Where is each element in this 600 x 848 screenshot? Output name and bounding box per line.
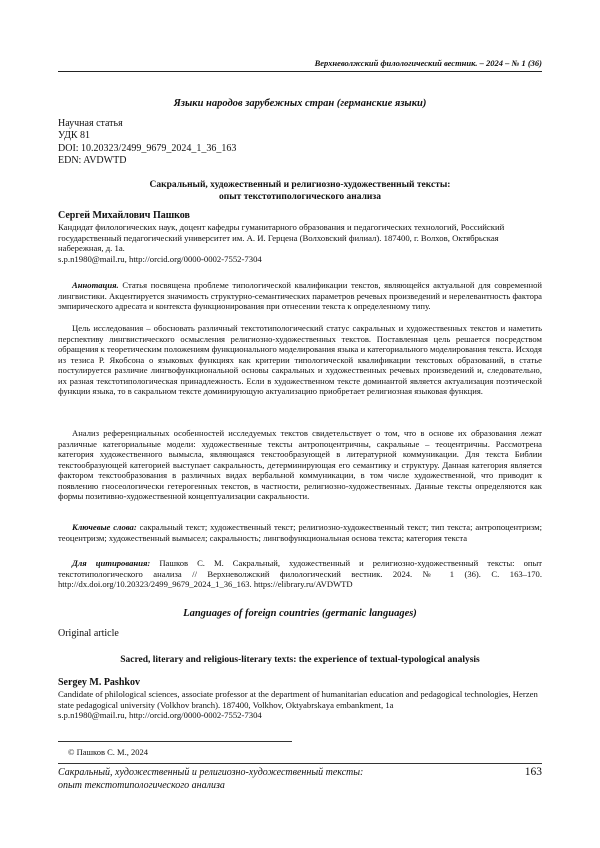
abstract-paragraph-1 <box>58 280 542 312</box>
abstract-paragraph-3: Анализ референциальных особенностей исследуемых текстов свидетельствует о том, что в основе их образования лежат различные категориальные модели: художественные тексты антропоцентричны, сакральные – теоцентричны. Рассмотрена категория художественного вымысла, являющаяся текстообразующей в литературной коммуникации. Для текста Библии текстообразующей категорией выступает сакральность, детерминирующая его семантику и структуру. Данная категория является фактором текстообразования в различных видах вербальной коммуникации, в том числе художественной, что приводит к появлению гносеологически гетерогенных текстов, в частности, религиозно-художественных. Данные тексты определяются как формы позитивно-художественной концептуализации сакральности. <box>58 428 542 501</box>
udk-code: УДК 81 <box>58 130 91 142</box>
journal-header: Верхневолжский филологический вестник. – 2024 – № 1 (36) <box>314 58 542 68</box>
running-title-line-1: Сакральный, художественный и религиозно-художественный тексты: <box>58 767 364 778</box>
footnote-rule <box>58 741 292 742</box>
author-contacts: s.p.n1980@mail.ru, http://orcid.org/0000-0002-7552-7304 <box>58 253 262 264</box>
abstract-text-1: Статья посвящена проблеме типологической квалификации текстов, являющейся актуальной для современной лингвистики. Акцентируется значимость структурно-семантических параметров речевых произведений и нерелевантность фактора эмпирического адресата и контекста функционирования при отнесении текста к определенному типу. <box>58 280 542 311</box>
affiliation-text-en: Candidate of philological sciences, associate professor at the department of humanitarian education and pedagogical technologies, Herzen state pedagogical university (Volkhov branch). 187400, Volkhov, Oktyabrskaya embankment, 1a <box>58 689 538 710</box>
author-contacts-en: s.p.n1980@mail.ru, http://orcid.org/0000-0002-7552-7304 <box>58 710 262 721</box>
footer-rule <box>58 763 542 764</box>
section-title-en: Languages of foreign countries (germanic languages) <box>183 608 417 619</box>
citation-block <box>58 558 542 590</box>
citation-label: Для цитирования: <box>72 558 151 568</box>
page-number: 163 <box>524 766 542 778</box>
section-title-ru: Языки народов зарубежных стран (германские языки) <box>173 98 427 109</box>
author-name-en: Sergey M. Pashkov <box>58 677 140 688</box>
title-line-1: Сакральный, художественный и религиозно-художественный тексты: <box>149 180 451 190</box>
keywords-block <box>58 522 542 543</box>
running-title <box>58 766 438 792</box>
author-name-ru: Сергей Михайлович Пашков <box>58 210 190 221</box>
article-title-ru <box>58 180 542 203</box>
article-title-en: Sacred, literary and religious-literary texts: the experience of textual-typological analysis <box>120 655 480 665</box>
running-title-line-2: опыт текстотипологического анализа <box>58 780 225 791</box>
header-rule <box>58 71 542 72</box>
affiliation-text: Кандидат филологических наук, доцент кафедры гуманитарного образования и педагогических технологий, Российский государственный педагогический университет им. А. И. Герцена (Волховский филиал). 187400, г. Волхов, Октябрьская набережная, д. 1а. <box>58 222 505 254</box>
title-line-2: опыт текстотипологического анализа <box>219 191 381 202</box>
copyright-footnote: © Пашков С. М., 2024 <box>68 747 148 757</box>
author-affiliation-ru <box>58 222 542 264</box>
citation-text: Пашков С. М. Сакральный, художественный и религиозно-художественный тексты: опыт текстотипологического анализа // Верхневолжский филологический вестник. 2024. № 1 (36). С. 163–170. http://dx.doi.org/10.20323/2499_9679_2024_1_36_163. https://elibrary.ru/AVDWTD <box>58 558 542 589</box>
keywords-label: Ключевые слова: <box>72 522 137 532</box>
doi: DOI: 10.20323/2499_9679_2024_1_36_163 <box>58 142 237 154</box>
article-meta-ru <box>58 118 542 167</box>
abstract-paragraph-2: Цель исследования – обосновать различный текстотипологический статус сакральных и художественных текстов и наметить перспективу лингвистического осмысления религиозно-художественных текстов. Поставленная цель решается посредством обращения к теоретическим положениям функционального моделирования языка и категориального моделирования текста. Исходя из тезиса Р. Якобсона о языковых функциях как критерии типологической квалификации текстовых образований, в статье постулируется различие лингвофункциональной основы сакральных и художественных речевых произведений и, следовательно, их разная текстотипологическая принадлежность. Если в художественном тексте доминантой является актуализация поэтической функции языка, то в сакральном тексте доминирующую актуализацию приобретает религиозная языковая функция. <box>58 323 542 396</box>
keywords-text: сакральный текст; художественный текст; религиозно-художественный текст; тип текста; антропоцентризм; теоцентризм; художественный вымысел; сакральность; лингвофункциональная основа текста; категория текста <box>58 522 543 543</box>
article-type-en: Original article <box>58 628 119 639</box>
abstract-label: Аннотация. <box>72 280 119 290</box>
article-type: Научная статья <box>58 118 123 129</box>
edn: EDN: AVDWTD <box>58 154 127 166</box>
author-affiliation-en <box>58 689 542 721</box>
